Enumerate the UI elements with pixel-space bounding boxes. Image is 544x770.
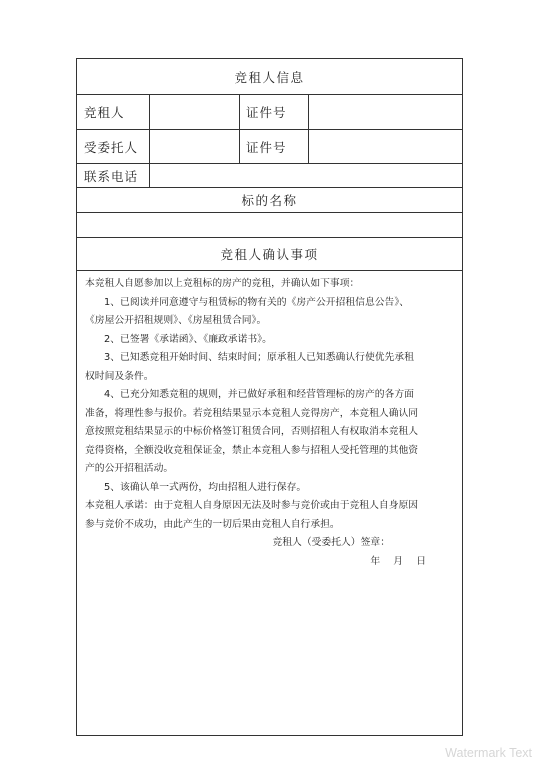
phone-label: 联系电话 — [84, 168, 139, 184]
item-5: 5、该确认单一式两份，均由招租人进行保存。 — [104, 481, 307, 493]
agent-value[interactable] — [155, 130, 235, 163]
agent-label: 受委托人 — [84, 139, 139, 155]
bidder-info-title: 竞租人信息 — [234, 69, 305, 85]
confirmation-text — [77, 271, 462, 735]
agent-row — [77, 130, 462, 164]
target-name-header — [77, 188, 462, 213]
item-4-line-1: 4、已充分知悉竞租的规则，并已做好承租和经营管理标的房产的各方面 — [104, 389, 414, 400]
bidder-info-header — [77, 59, 462, 95]
bidder-label: 竞租人 — [84, 105, 125, 120]
item-4-line-2: 准备，将理性参与报价。若竞租结果显示本竞租人竞得房产，本竞租人确认同 — [85, 407, 419, 419]
target-name-row — [77, 213, 462, 238]
target-name-title: 标的名称 — [241, 193, 298, 208]
agent-id-label: 证件号 — [246, 139, 287, 155]
confirm-title: 竞租人确认事项 — [220, 247, 319, 262]
confirm-header — [77, 238, 462, 271]
item-2: 2、已签署《承诺函》、《廉政承诺书》。 — [104, 333, 272, 345]
item-3-line-2: 权时间及条件。 — [85, 370, 154, 382]
intro-text: 本竞租人自愿参加以上竞租标的房产的竞租，并确认如下事项： — [85, 278, 360, 289]
watermark-text: Watermark Text — [445, 746, 532, 760]
bidder-id-value[interactable] — [314, 95, 454, 129]
item-3-line-1: 3、已知悉竞租开始时间、结束时间；原承租人已知悉确认行使优先承租 — [104, 352, 414, 363]
phone-value[interactable] — [155, 164, 455, 187]
target-name-value[interactable] — [84, 213, 454, 237]
promise-line-1: 本竞租人承诺：由于竞租人自身原因无法及时参与竞价或由于竞租人自身原因 — [85, 500, 419, 511]
signature-line: 竞租人（受委托人）签章： — [272, 537, 390, 548]
item-1-line-1: 1、已阅读并同意遵守与租赁标的物有关的《房产公开招租信息公告》、 — [104, 296, 410, 308]
bidder-value[interactable] — [155, 95, 235, 129]
bidder-id-label: 证件号 — [246, 105, 287, 120]
agent-id-value[interactable] — [314, 130, 454, 163]
item-4-line-5: 产的公开招租活动。 — [85, 463, 174, 474]
bidder-row — [77, 95, 462, 130]
item-4-line-3: 意按照竞租结果显示的中标价格签订租赁合同，否则招租人有权取消本竞租人 — [85, 426, 419, 437]
item-4-line-4: 竞得资格，全额没收竞租保证金，禁止本竞租人参与招租人受托管理的其他资 — [85, 444, 419, 456]
phone-row — [77, 164, 462, 188]
confirmation-form — [76, 58, 463, 736]
date-line: 年 月 日 — [370, 555, 426, 567]
item-1-line-2: 《房屋公开招租规则》、《房屋租赁合同》。 — [85, 315, 267, 326]
promise-line-2: 参与竞价不成功，由此产生的一切后果由竞租人自行承担。 — [85, 518, 340, 530]
